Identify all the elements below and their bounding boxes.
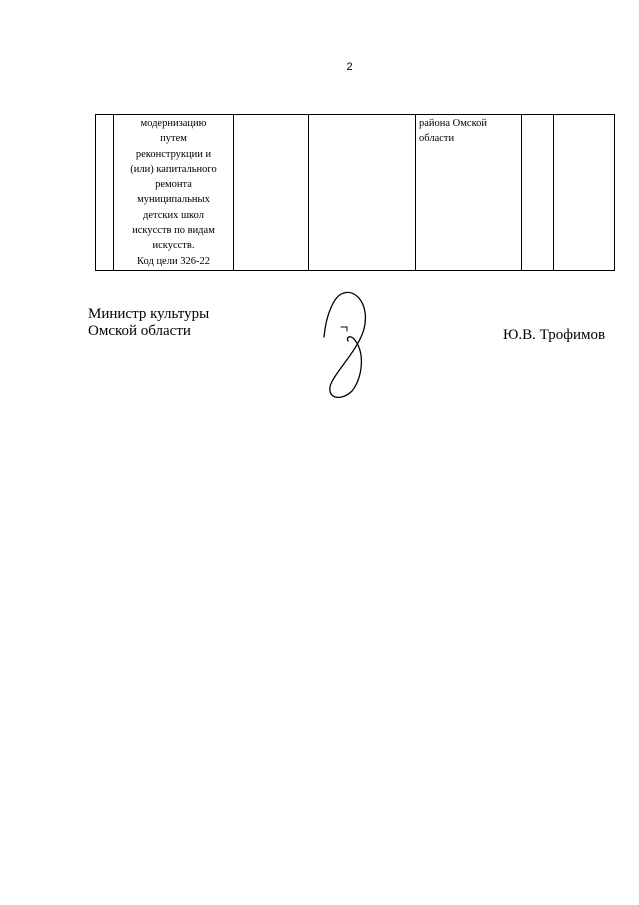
table-cell-purpose [114,115,234,271]
purpose-line: реконструкции и [135,148,212,160]
continuation-table [95,114,615,271]
purpose-line: путем [160,133,187,145]
page-number: 2 [346,61,353,73]
table-cell-empty [234,115,309,271]
table-cell-empty [522,115,554,271]
purpose-line: детских школ [143,209,204,221]
table-cell-empty [554,115,615,271]
signatory-position [88,306,209,340]
position-line: Омской области [88,323,191,339]
table-cell-region [416,115,522,271]
handwritten-signature [316,287,376,402]
purpose-line: модернизацию [140,118,207,129]
region-line: области [419,133,455,145]
position-line: Министр культуры [88,306,210,322]
purpose-line: (или) капитального [130,163,217,175]
table-row [96,115,615,271]
purpose-line: муниципальных [137,194,210,206]
table-cell-empty [96,115,114,271]
purpose-line: искусств. [152,240,195,252]
purpose-line: ремонта [155,179,192,191]
signer-name: Ю.В. Трофимов [503,327,606,343]
table-cell-empty [309,115,416,271]
region-line: района Омской [419,118,488,129]
purpose-line: Код цели 326-22 [137,255,210,267]
purpose-line: искусств по видам [132,225,215,237]
